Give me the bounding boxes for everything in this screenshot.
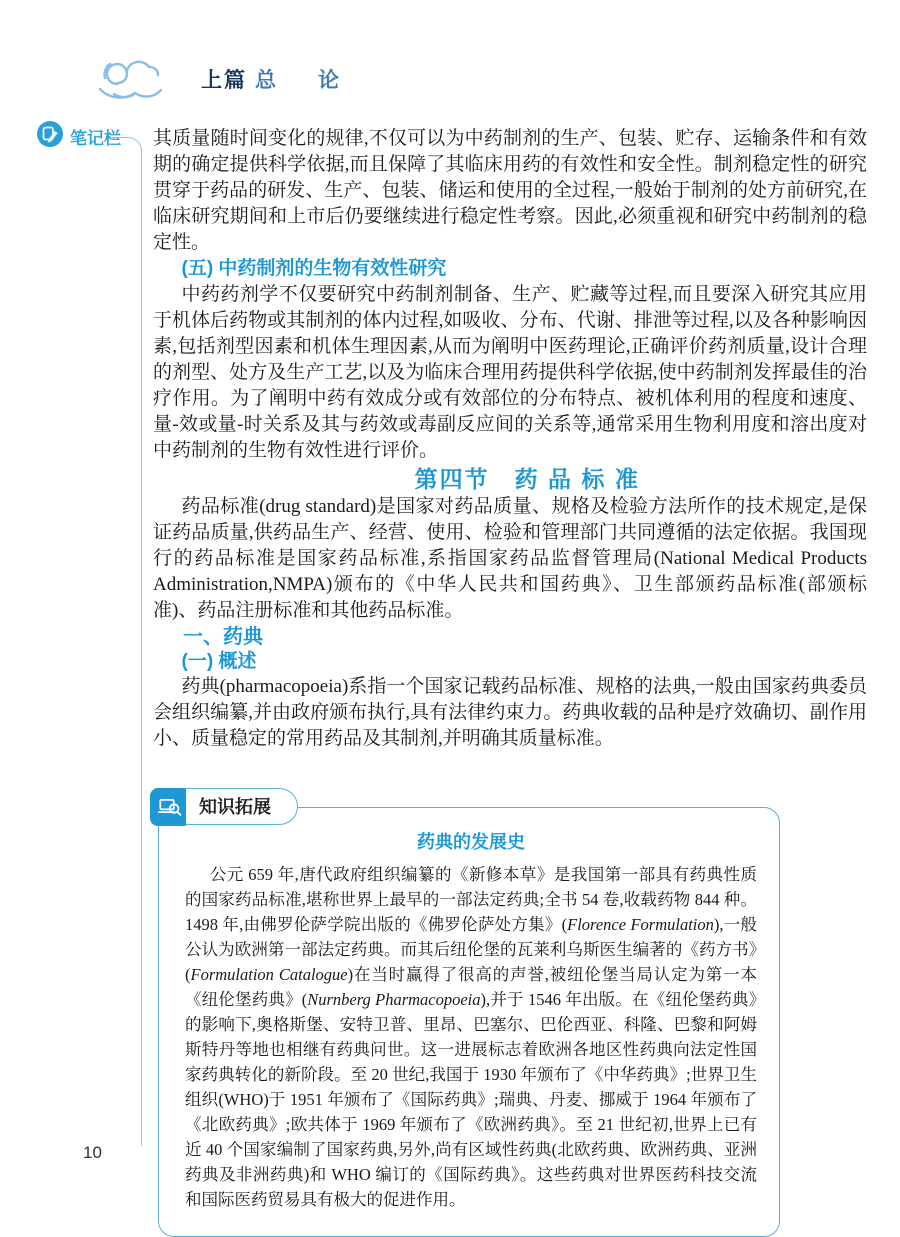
knowledge-box-title: 药典的发展史	[417, 832, 525, 852]
notes-column-header	[36, 120, 121, 153]
knowledge-box	[158, 788, 780, 1237]
header-part-label: 上篇	[201, 68, 247, 92]
para-stability-continuation: 其质量随时间变化的规律,不仅可以为中药制剂的生产、包装、贮存、运输条件和有效期的确定提供科学依据,而且保障了其临床用药的有效性和安全性。制剂稳定性的研究贯穿于药品的研发、生产、包装、储运和使用的全过程,一般始于制剂的处方前研究,在临床研究期间和上市后仍要继续进行稳定性考察。因此,必须重视和研究中药制剂的稳定性。	[153, 128, 867, 253]
para-bio-effectiveness: 中药药剂学不仅要研究中药制剂制备、生产、贮藏等过程,而且要深入研究其应用于机体后药物或其制剂的体内过程,如吸收、分布、代谢、排泄等过程,以及各种影响因素,包括剂型因素和机体生理因素,从而为阐明中医药理论,正确评价药剂质量,设计合理的剂型、处方及生产工艺,以及为临床合理用药提供科学依据,使中药制剂发挥最佳的治疗作用。为了阐明中药有效成分或有效部位的分布特点、被机体利用的程度和速度、量-效或量-时关系及其与药效或毒副反应间的关系等,通常采用生物利用度和溶出度对中药制剂的生物有效性进行评价。	[153, 284, 867, 461]
para-drug-standard: 药品标准(drug standard)是国家对药品质量、规格及检验方法所作的技术规定,是保证药品质量,供药品生产、经营、使用、检验和管理部门共同遵循的法定依据。我国现行的药品标准是国家药品标准,系指国家药品监督管理局(National Medical Products Administration,NMPA)颁布的《中华人民共和国药典》、卫生部颁药品标准(部颁标准)、药品注册标准和其他药品标准。	[153, 496, 867, 621]
page-number: 10	[83, 1143, 102, 1162]
knowledge-box-tab-label: 知识拓展	[186, 788, 298, 825]
laptop-search-icon	[150, 788, 188, 826]
heading-pharmacopoeia: 一、药典	[183, 626, 263, 648]
pen-note-icon	[36, 120, 64, 153]
heading-overview: (一) 概述	[181, 651, 257, 672]
para-overview: 药典(pharmacopoeia)系指一个国家记载药品标准、规格的法典,一般由国家药典委员会组织编纂,并由政府颁布执行,具有法律约束力。药典收载的品种是疗效确切、副作用小、质量稳定的常用药品及其制剂,并明确其质量标准。	[153, 676, 867, 749]
section-title: 第四节 药 品 标 准	[414, 466, 640, 492]
heading-bio-effectiveness: (五) 中药制剂的生物有效性研究	[181, 258, 447, 279]
notes-label: 笔记栏	[70, 129, 121, 148]
knowledge-box-tab	[150, 788, 298, 826]
cloud-ornament-icon	[92, 52, 174, 111]
main-text-column	[153, 126, 867, 1237]
notes-margin-rule	[112, 137, 142, 1146]
header-part-title: 总 论	[255, 68, 339, 92]
knowledge-box-body	[158, 807, 780, 1237]
knowledge-box-paragraph: 公元 659 年,唐代政府组织编纂的《新修本草》是我国第一部具有药典性质的国家药品标准,堪称世界上最早的一部法定药典;全书 54 卷,收载药物 844 种。1498 年,由佛罗伦萨学院出版的《佛罗伦萨处方集》(Florence Formulation),一般公认为欧洲第一部法定药典。而其后纽伦堡的瓦莱利乌斯医生编著的《药方书》(Formulation Catalogue)在当时赢得了很高的声誉,被纽伦堡当局认定为第一本《纽伦堡药典》(Nurnberg Pharmacopoeia),并于 1546 年出版。在《纽伦堡药典》的影响下,奥格斯堡、安特卫普、里昂、巴塞尔、巴伦西亚、科隆、巴黎和阿姆斯特丹等地也相继有药典问世。这一进展标志着欧洲各地区性药典向法定性国家药典转化的新阶段。至 20 世纪,我国于 1930 年颁布了《中华药典》;世界卫生组织(WHO)于 1951 年颁布了《国际药典》;瑞典、丹麦、挪威于 1964 年颁布了《北欧药典》;欧共体于 1969 年颁布了《欧洲药典》。至 21 世纪初,世界上已有近 40 个国家编制了国家药典,另外,尚有区域性药典(北欧药典、欧洲药典、亚洲药典及非洲药典)和 WHO 编订的《国际药典》。这些药典对世界医药科技交流和国际医药贸易具有极大的促进作用。	[185, 865, 757, 1209]
